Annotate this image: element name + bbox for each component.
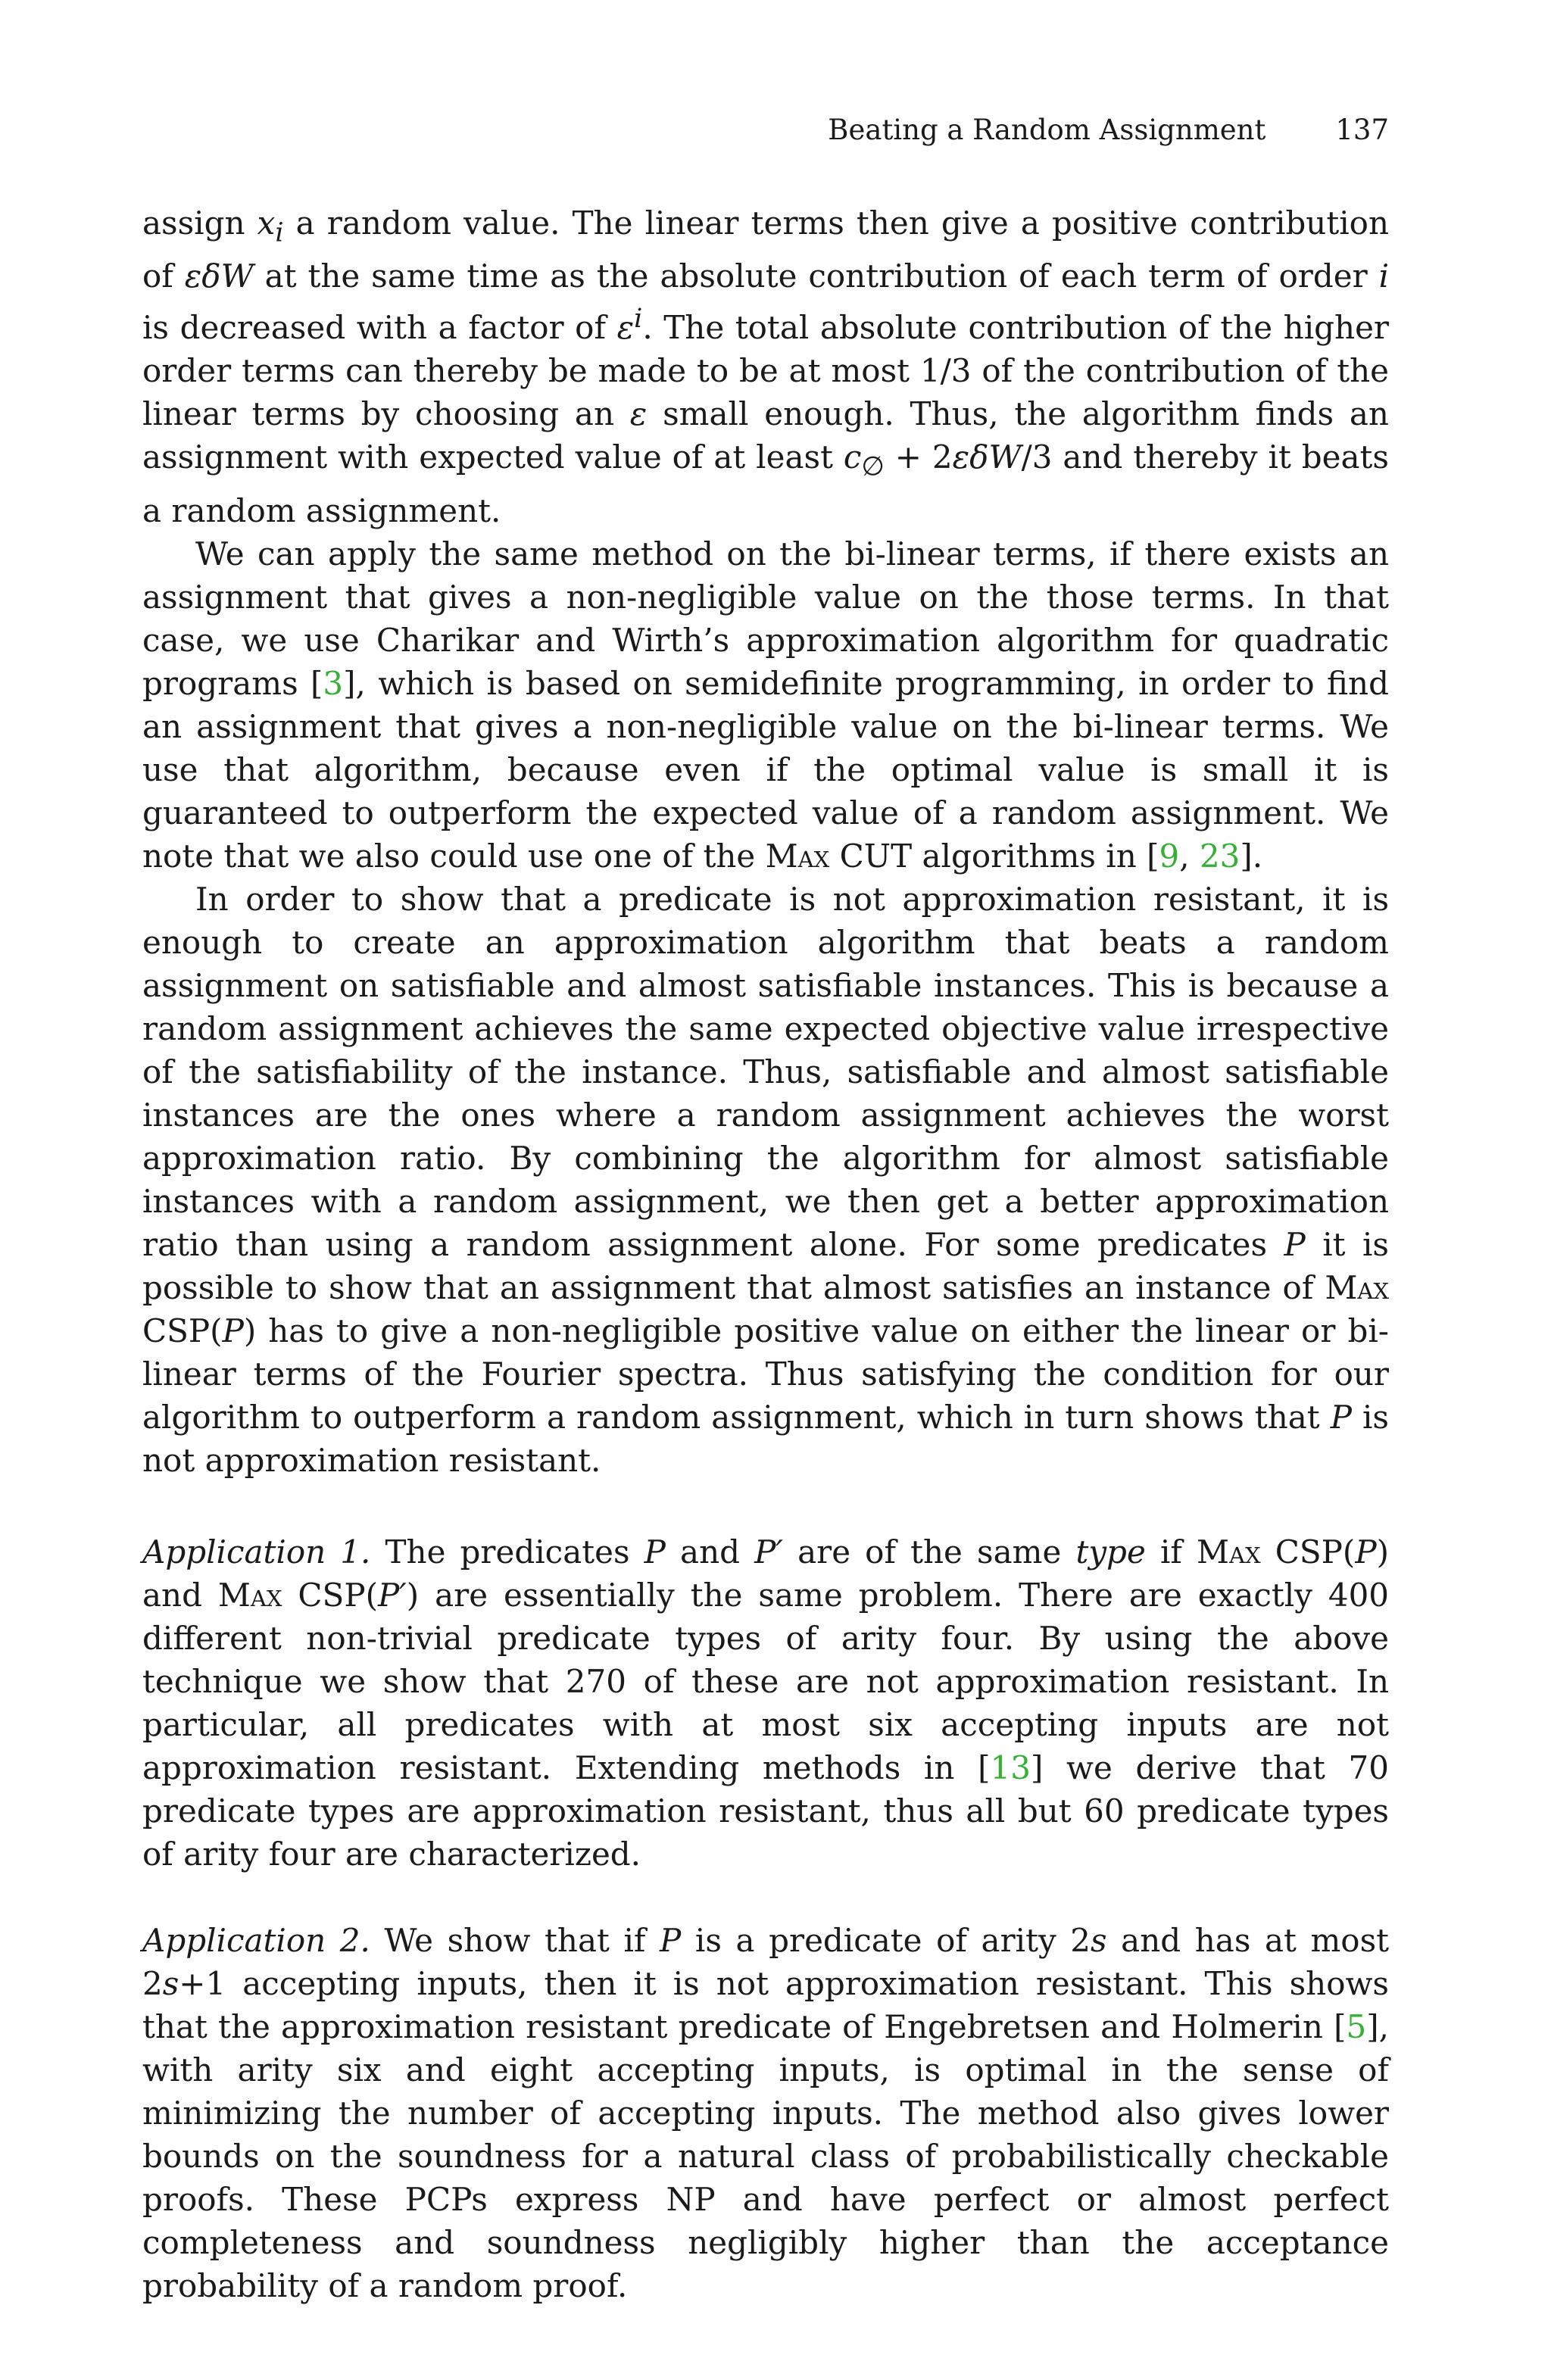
math: s <box>162 1964 179 2002</box>
text: is not approximation resistant. <box>142 1398 1389 1479</box>
text: /3 and thereby it beats a random assignment. <box>142 438 1389 529</box>
text: The predicates <box>370 1533 644 1571</box>
math: ε <box>629 395 648 433</box>
application-1 <box>142 1530 1389 1876</box>
math: x <box>257 204 276 242</box>
text: at the same time as the absolute contribution of each term of order <box>253 257 1379 295</box>
text: it is possible to show that an assignment that almost satisfies an instance of <box>142 1225 1389 1306</box>
text: if <box>1145 1533 1197 1571</box>
text: is decreased with a factor of <box>142 309 617 347</box>
text: a random value. The linear terms then give a positive contribution of <box>142 204 1389 295</box>
text: In order to show that a predicate is not approximation resistant, it is enough to create an approximation algorithm that beats a random assignment on satisfiable and almost satisfiable instances. This is because a random assignment achieves the same expected objective value irrespective of the satisfiability of the instance. Thus, satisfiable and almost satisfiable instances are the ones where a random assignment achieves the worst approximation ratio. By combining the algorithm for almost satisfiable instances with a random assignment, we then get a better approximation ratio than using a random assignment alone. For some predicates <box>142 880 1389 1263</box>
text: CSP( <box>142 1312 223 1349</box>
citation-link[interactable]: 5 <box>1346 2007 1367 2045</box>
math: P <box>1355 1533 1377 1571</box>
text: are of the same <box>782 1533 1076 1571</box>
small-caps-text: Max <box>1197 1533 1261 1571</box>
paragraph-3 <box>142 878 1389 1482</box>
text: CUT algorithms in [ <box>829 837 1159 875</box>
text: and <box>665 1533 755 1571</box>
text: . The total absolute contribution of the higher order terms can thereby be made to be at most 1/3 of the contribution of the linear terms by choosing an <box>142 309 1389 433</box>
math-subscript: i <box>275 217 284 248</box>
math: s <box>1091 1921 1107 1959</box>
text: is a predicate of arity 2 <box>681 1921 1091 1959</box>
math: ε <box>616 309 635 347</box>
paragraph-2 <box>142 532 1389 878</box>
math: P <box>644 1533 666 1571</box>
small-caps-text: Max <box>1325 1268 1389 1306</box>
body-text <box>142 201 1389 2307</box>
math: εδW <box>952 438 1022 476</box>
running-title: Beating a Random Assignment <box>828 114 1266 146</box>
math: P <box>222 1312 244 1349</box>
application-2 <box>142 1919 1389 2307</box>
math: P <box>1284 1225 1306 1263</box>
math: P <box>660 1921 682 1959</box>
citation-link[interactable]: 23 <box>1199 837 1240 875</box>
math: c <box>843 438 862 476</box>
page-number: 137 <box>1335 114 1389 146</box>
application-label: Application 2. <box>142 1921 370 1959</box>
application-label: Application 1. <box>142 1533 371 1571</box>
math: P′ <box>377 1576 407 1614</box>
text: , <box>1179 837 1200 875</box>
citation-link[interactable]: 9 <box>1159 837 1180 875</box>
math: i <box>1378 257 1390 295</box>
citation-link[interactable]: 3 <box>323 664 344 702</box>
small-caps-text: Max <box>765 837 830 875</box>
math: εδW <box>184 257 254 295</box>
text: ) are essentially the same problem. There are exactly 400 different non-trivial predicate types of arity four. By using the above technique we show that 270 of these are not approximation resistant. In particular, all predicates with at most six accepting inputs are not approximation resistant. Extending methods in [ <box>142 1576 1390 1786</box>
text: +1 accepting inputs, then it is not approximation resistant. This shows that the approximation resistant predicate of Engebretsen and Holmerin [ <box>142 1964 1389 2045</box>
text: ], with arity six and eight accepting inputs, is optimal in the sense of minimizing the number of accepting inputs. The method also gives lower bounds on the soundness for a natural class of probabilistically checkable proofs. These PCPs express NP and have perfect or almost perfect completeness and soundness negligibly higher than the acceptance probability of a random proof. <box>142 2007 1389 2304</box>
math: P <box>1330 1398 1352 1436</box>
text: CSP( <box>1260 1533 1356 1571</box>
text: We can apply the same method on the bi-linear terms, if there exists an assignment that gives a non-negligible value on the those terms. In that case, we use Charikar and Wirth’s approximation algorithm for quadratic programs [ <box>142 535 1389 702</box>
running-head <box>828 114 1389 146</box>
small-caps-text: Max <box>217 1576 282 1614</box>
text: ) has to give a non-negligible positive value on either the linear or bi-linear terms of the Fourier spectra. Thus satisfying the condition for our algorithm to outperform a random assignment, which in turn shows that <box>142 1312 1389 1436</box>
text: assign <box>142 204 257 242</box>
text: and has at most 2 <box>142 1921 1390 2002</box>
math-superscript: i <box>634 304 643 335</box>
text: ) and <box>142 1533 1389 1614</box>
emphasis: type <box>1075 1533 1146 1571</box>
citation-link[interactable]: 13 <box>990 1748 1031 1786</box>
text: We show that if <box>370 1921 660 1959</box>
paragraph-1 <box>142 201 1389 532</box>
text: + 2 <box>884 438 953 476</box>
text: ]. <box>1240 837 1263 875</box>
text: ] we derive that 70 predicate types are approximation resistant, thus all but 60 predicate types of arity four are characterized. <box>142 1748 1389 1873</box>
text: CSP( <box>282 1576 378 1614</box>
text: small enough. Thus, the algorithm finds an assignment with expected value of at least <box>142 395 1389 476</box>
math: P′ <box>754 1533 783 1571</box>
math-subscript: ∅ <box>861 451 885 482</box>
text: ], which is based on semidefinite programming, in order to find an assignment that gives a non-negligible value on the bi-linear terms. We use that algorithm, because even if the optimal value is small it is guaranteed to outperform the expected value of a random assignment. We note that we also could use one of the <box>142 664 1389 875</box>
